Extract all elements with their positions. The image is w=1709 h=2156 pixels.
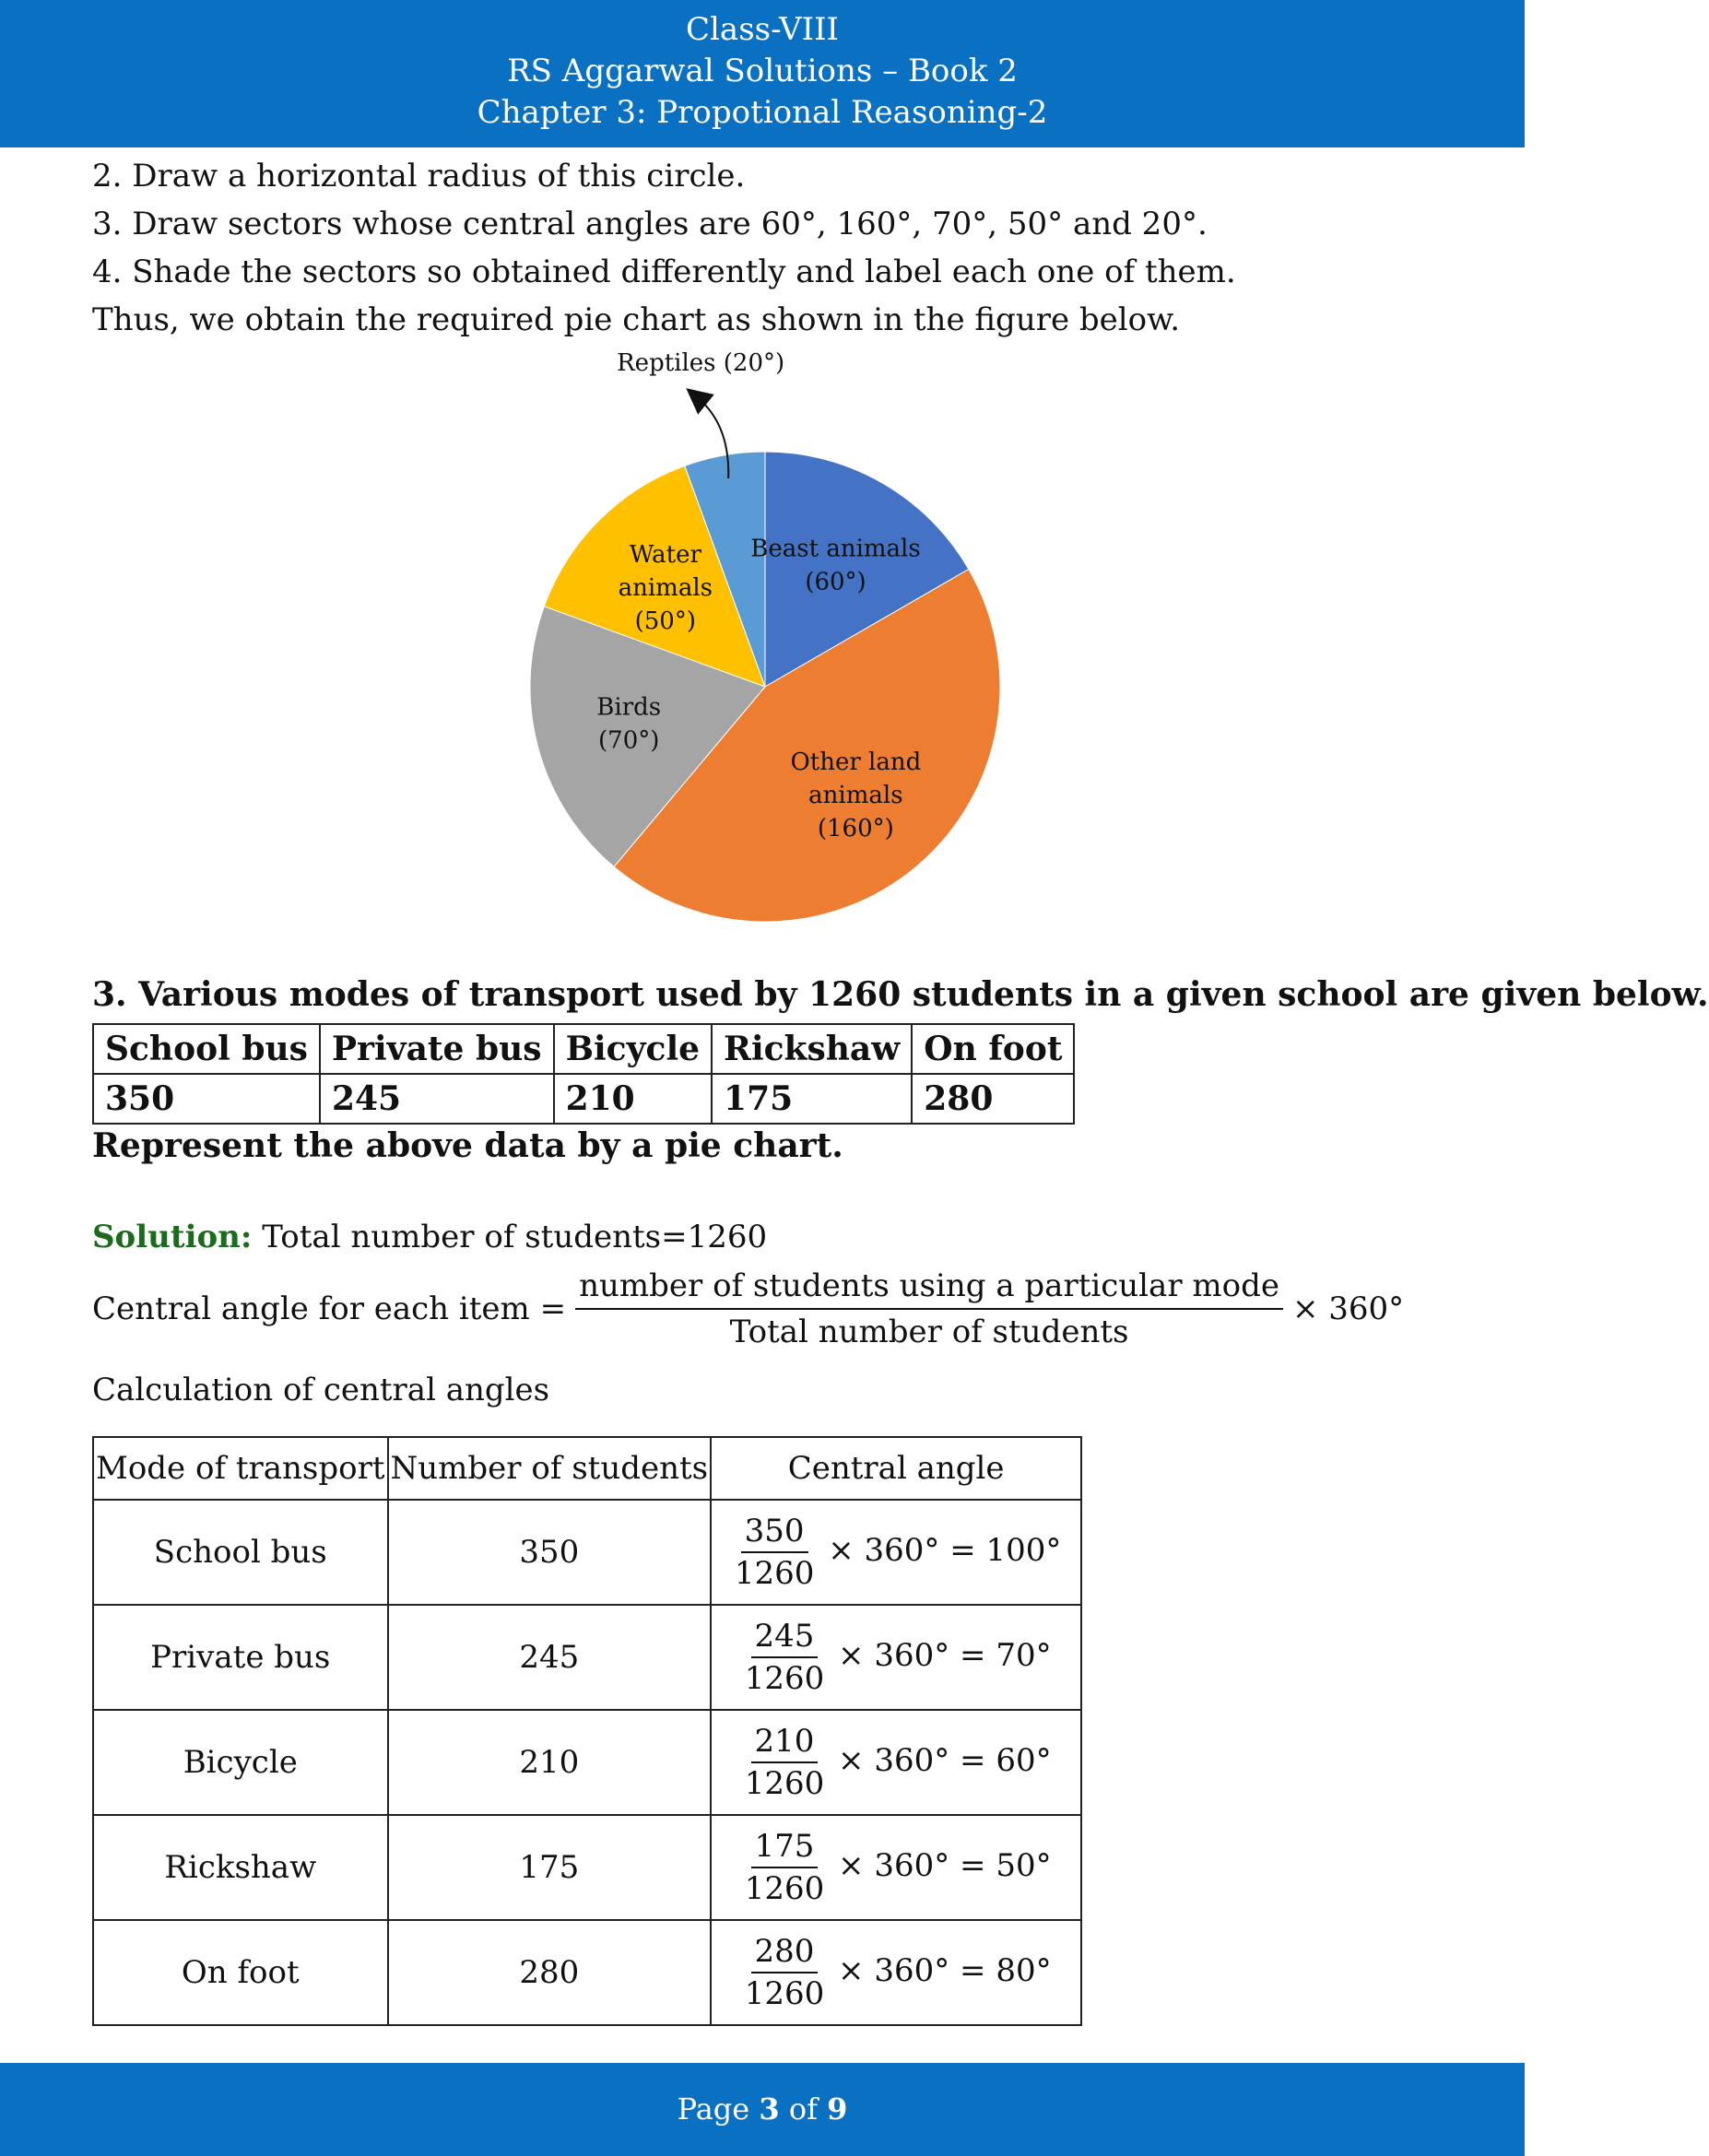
fraction-denominator: 1260: [744, 1975, 825, 2012]
central-angle-table: [92, 1436, 1082, 2026]
angle-result: × 360° = 100°: [828, 1532, 1062, 1569]
formula-rhs: × 360°: [1291, 1290, 1405, 1327]
value-cell: 210: [554, 1074, 712, 1124]
table-row: [93, 1605, 1081, 1710]
angle-result: × 360° = 60°: [838, 1742, 1052, 1779]
value-cell: 350: [93, 1074, 320, 1124]
fraction-denominator: 1260: [744, 1765, 825, 1802]
table-row: [93, 1024, 1074, 1074]
fraction-numerator: 280: [751, 1933, 819, 1973]
header-cell: On foot: [912, 1024, 1074, 1074]
table-row: [93, 1500, 1081, 1605]
fraction-denominator: 1260: [744, 1660, 825, 1697]
fraction-denominator: 1260: [734, 1555, 815, 1592]
header-cell: Central angle: [711, 1437, 1081, 1500]
slice-label: Reptiles (20°): [617, 349, 785, 377]
header-chapter: Chapter 3: Propotional Reasoning-2: [477, 94, 1048, 131]
fraction-denominator: 1260: [744, 1870, 825, 1907]
angle-cell: [711, 1605, 1081, 1710]
steps-block: [92, 152, 1429, 344]
header-cell: Number of students: [388, 1437, 712, 1500]
header-class: Class-VIII: [686, 11, 839, 48]
mode-cell: Rickshaw: [93, 1815, 388, 1920]
angle-cell: [711, 1500, 1081, 1605]
slice-label: Birds (70°): [596, 693, 662, 755]
angle-fraction: [731, 1513, 819, 1592]
mode-cell: Bicycle: [93, 1710, 388, 1815]
header-cell: Mode of transport: [93, 1437, 388, 1500]
angle-cell: [711, 1710, 1081, 1815]
formula-denominator: Total number of students: [729, 1314, 1129, 1350]
angle-fraction: [741, 1933, 829, 2012]
footer-page-total: 9: [827, 2091, 848, 2127]
formula-numerator: number of students using a particular mode: [575, 1267, 1283, 1310]
step-4: 4. Shade the sectors so obtained differently and label each one of them.: [92, 253, 1236, 290]
count-cell: 210: [388, 1710, 712, 1815]
value-cell: 280: [912, 1074, 1074, 1124]
angle-result: × 360° = 80°: [838, 1952, 1052, 1989]
fraction-numerator: 350: [741, 1513, 808, 1553]
page-footer: [0, 2063, 1525, 2156]
page-header: [0, 0, 1525, 147]
value-cell: 245: [320, 1074, 554, 1124]
transport-data-table: [92, 1023, 1075, 1125]
step-3: 3. Draw sectors whose central angles are 60°, 160°, 70°, 50° and 20°.: [92, 206, 1208, 242]
central-angle-formula: [92, 1267, 1404, 1350]
table-header-row: [93, 1437, 1081, 1500]
angle-result: × 360° = 50°: [838, 1847, 1052, 1884]
angle-cell: [711, 1815, 1081, 1920]
formula-lhs: Central angle for each item =: [92, 1290, 567, 1327]
header-cell: Private bus: [320, 1024, 554, 1074]
pie-chart-figure: [516, 349, 1032, 940]
angle-fraction: [741, 1723, 829, 1802]
angle-result: × 360° = 70°: [838, 1637, 1052, 1674]
step-2: 2. Draw a horizontal radius of this circle.: [92, 158, 746, 194]
table-row: [93, 1710, 1081, 1815]
table-row: [93, 1074, 1074, 1124]
footer-page-number: 3: [759, 2091, 780, 2127]
header-book: RS Aggarwal Solutions – Book 2: [507, 53, 1018, 89]
count-cell: 350: [388, 1500, 712, 1605]
footer-page-word: Page: [677, 2091, 750, 2127]
calc-title: Calculation of central angles: [92, 1372, 550, 1408]
slice-label: Other land animals (160°): [790, 748, 922, 843]
angle-fraction: [741, 1618, 829, 1697]
value-cell: 175: [712, 1074, 912, 1124]
pie-chart: [516, 349, 1032, 940]
table-row: [93, 1920, 1081, 2025]
header-cell: Rickshaw: [712, 1024, 912, 1074]
solution-label: Solution:: [92, 1219, 253, 1255]
count-cell: 280: [388, 1920, 712, 2025]
mode-cell: Private bus: [93, 1605, 388, 1710]
question-3: 3. Various modes of transport used by 1260 students in a given school are given below.: [92, 975, 1709, 1014]
count-cell: 175: [388, 1815, 712, 1920]
count-cell: 245: [388, 1605, 712, 1710]
formula-fraction: [575, 1267, 1283, 1350]
mode-cell: On foot: [93, 1920, 388, 2025]
angle-fraction: [741, 1828, 829, 1907]
header-cell: Bicycle: [554, 1024, 712, 1074]
solution-line: [92, 1219, 767, 1255]
fraction-numerator: 175: [751, 1828, 819, 1868]
fraction-numerator: 245: [751, 1618, 819, 1658]
angle-cell: [711, 1920, 1081, 2025]
slice-label: Water animals (50°): [618, 540, 713, 635]
instruction-text: Represent the above data by a pie chart.: [92, 1126, 843, 1165]
solution-total: Total number of students=1260: [262, 1219, 768, 1255]
footer-of-word: of: [788, 2091, 818, 2127]
table-row: [93, 1815, 1081, 1920]
fraction-numerator: 210: [751, 1723, 819, 1763]
header-cell: School bus: [93, 1024, 320, 1074]
slice-label: Beast animals (60°): [750, 535, 921, 596]
conclusion-text: Thus, we obtain the required pie chart as shown in the figure below.: [92, 301, 1181, 338]
mode-cell: School bus: [93, 1500, 388, 1605]
